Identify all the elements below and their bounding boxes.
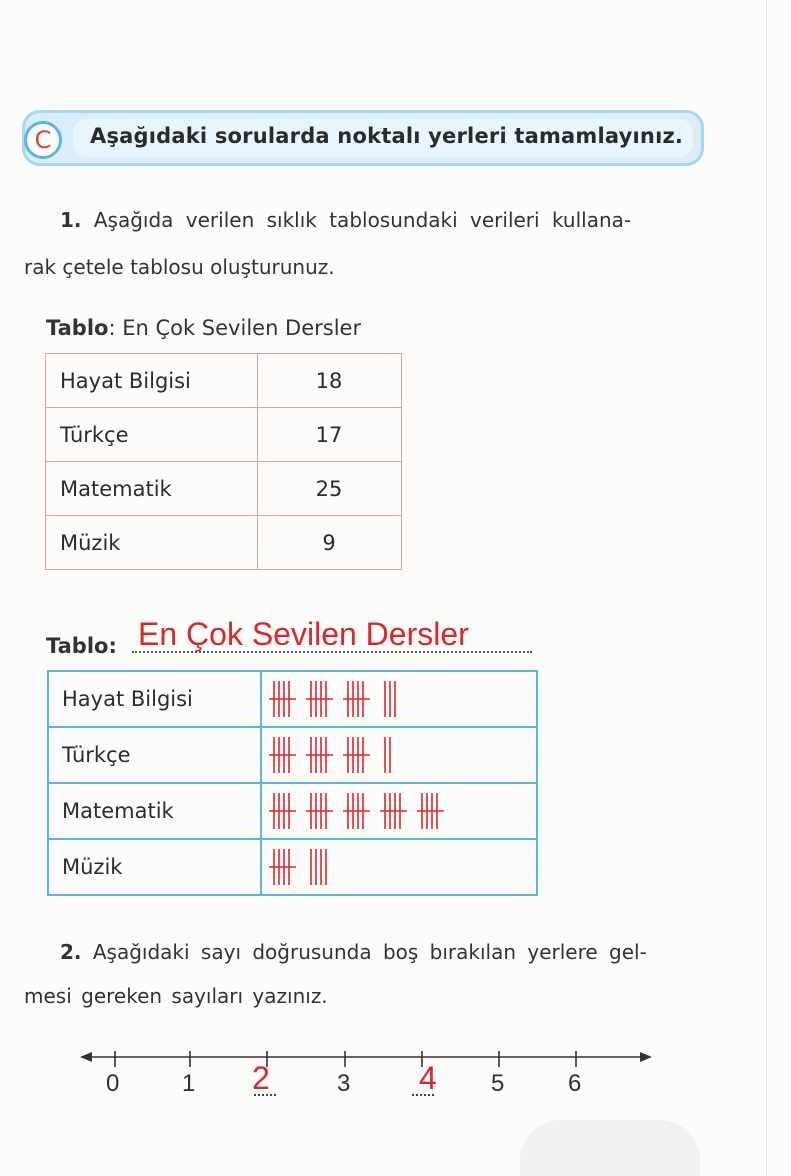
table-row: [46, 462, 402, 516]
tally-group-of-five: [380, 793, 407, 829]
number-line-label-3: 3: [337, 1070, 351, 1097]
tally-group-of-five: [269, 737, 296, 773]
tally-table-handwritten-title: En Çok Sevilen Dersler: [138, 616, 469, 652]
table-row: [48, 783, 537, 839]
tally-group-of-five: [343, 793, 370, 829]
subject-cell: Müzik: [46, 516, 258, 570]
q2-text-line1: Aşağıdaki sayı doğrusunda boş bırakılan yerlere gel-: [92, 940, 647, 964]
freq-table-caption-title: : En Çok Sevilen Dersler: [108, 316, 362, 340]
frequency-table: [45, 353, 402, 570]
number-line-label-5: 5: [491, 1070, 505, 1097]
subject-cell: Matematik: [46, 462, 258, 516]
freq-table-caption: [46, 316, 361, 340]
tally-cell: [261, 839, 537, 895]
value-cell: 17: [258, 408, 402, 462]
tally-group-of-five: [269, 849, 296, 885]
number-line-label-6: 6: [568, 1070, 582, 1097]
tally-group-of-five: [306, 737, 333, 773]
subject-cell: Matematik: [48, 783, 261, 839]
subject-cell: Hayat Bilgisi: [48, 671, 261, 727]
tally-group-of-five: [417, 793, 444, 829]
tally-cell: [261, 727, 537, 783]
page-edge-line: [766, 0, 767, 1176]
freq-table-caption-label: Tablo: [46, 316, 109, 340]
q1-number: 1.: [60, 208, 82, 232]
subject-cell: Türkçe: [48, 727, 261, 783]
q2-text-line2: mesi gereken sayıları yazınız.: [24, 984, 328, 1008]
tally-table-caption-label: [46, 634, 117, 658]
number-line-label-1: 1: [182, 1070, 196, 1097]
table-row: [46, 516, 402, 570]
q1-text-line2: rak çetele tablosu oluşturunuz.: [24, 255, 335, 279]
value-cell: 9: [258, 516, 402, 570]
tally-group-of-five: [343, 681, 370, 717]
table-row: [48, 727, 537, 783]
tally-cell: [261, 783, 537, 839]
tally-group-of-five: [269, 681, 296, 717]
tally-group-of-five: [269, 793, 296, 829]
q2-number: 2.: [60, 940, 82, 964]
number-line-answer-4: 4: [419, 1060, 437, 1096]
subject-cell: Hayat Bilgisi: [46, 354, 258, 408]
value-cell: 18: [258, 354, 402, 408]
tally-caption-label-text: Tablo:: [46, 634, 117, 658]
page-shadow: [520, 1120, 700, 1176]
answer-dotted-blank: [412, 1094, 434, 1096]
tally-cell: [261, 671, 537, 727]
number-line-answer-2: 2: [252, 1060, 270, 1096]
tally-group-of-five: [306, 793, 333, 829]
q1-line1: [60, 208, 631, 232]
number-line-label-0: 0: [106, 1070, 120, 1097]
subject-cell: Türkçe: [46, 408, 258, 462]
value-cell: 25: [258, 462, 402, 516]
q1-text-line1: Aşağıda verilen sıklık tablosundaki verileri kullana-: [93, 208, 632, 232]
table-row: [46, 354, 402, 408]
section-letter-badge: C: [24, 121, 62, 159]
tally-table: [47, 670, 538, 896]
tally-group-of-five: [343, 737, 370, 773]
tally-group-of-five: [306, 681, 333, 717]
table-row: [46, 408, 402, 462]
subject-cell: Müzik: [48, 839, 261, 895]
q2-line1: [60, 940, 647, 964]
section-instruction: Aşağıdaki sorularda noktalı yerleri tamamlayınız.: [90, 124, 684, 148]
table-row: [48, 671, 537, 727]
table-row: [48, 839, 537, 895]
answer-dotted-blank: [254, 1094, 276, 1096]
